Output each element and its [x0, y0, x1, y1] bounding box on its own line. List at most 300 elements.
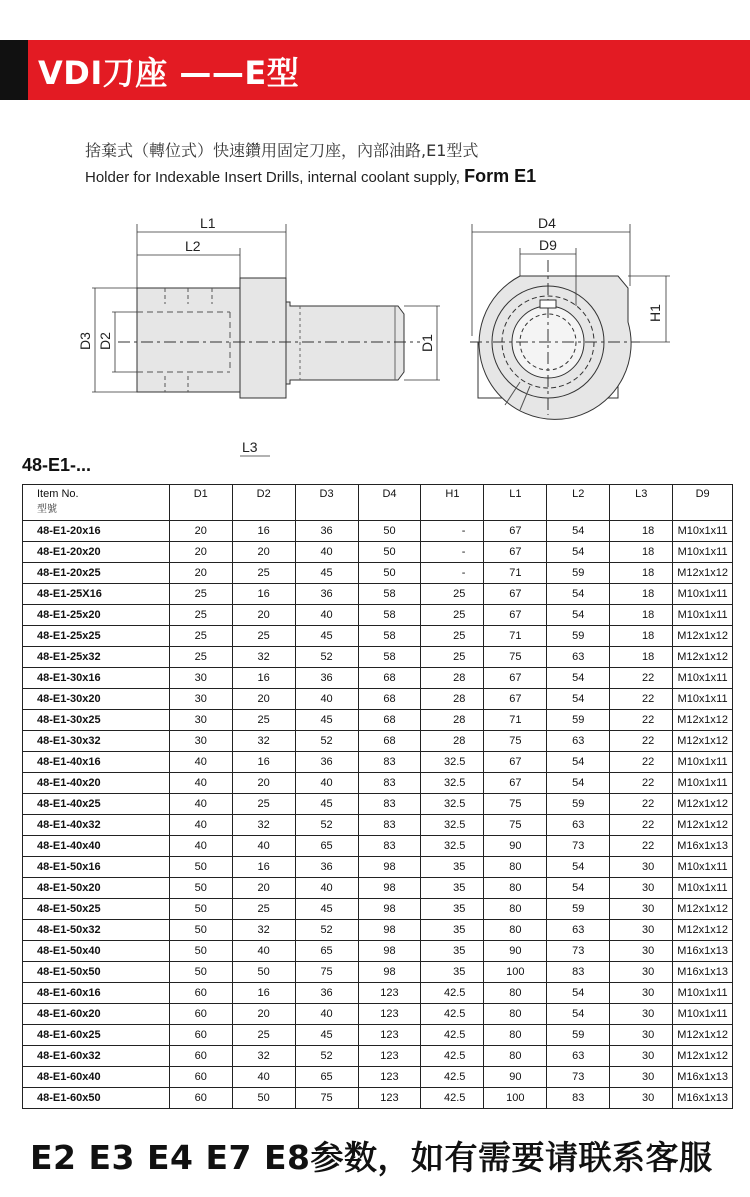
cell-h1: 42.5	[421, 1046, 484, 1067]
table-row	[23, 794, 733, 815]
cell-l3: 22	[610, 794, 673, 815]
cell-d3: 36	[295, 857, 358, 878]
cell-l3: 18	[610, 584, 673, 605]
cell-l3: 30	[610, 983, 673, 1004]
cell-l2: 54	[547, 584, 610, 605]
cell-l1: 80	[484, 857, 547, 878]
cell-l3: 30	[610, 878, 673, 899]
cell-d3: 40	[295, 689, 358, 710]
cell-d1: 60	[169, 1088, 232, 1109]
cell-item: 48-E1-20x20	[23, 542, 170, 563]
cell-l2: 54	[547, 668, 610, 689]
cell-item: 48-E1-30x25	[23, 710, 170, 731]
cell-d2: 20	[232, 605, 295, 626]
cell-d4: 123	[358, 1067, 421, 1088]
cell-d9: M10x1x11	[673, 878, 733, 899]
cell-l1: 71	[484, 563, 547, 584]
cell-d2: 20	[232, 878, 295, 899]
cell-l3: 22	[610, 815, 673, 836]
table-row	[23, 584, 733, 605]
cell-l1: 75	[484, 794, 547, 815]
cell-d4: 123	[358, 1046, 421, 1067]
subtitle-english-text: Holder for Indexable Insert Drills, internal coolant supply,	[85, 169, 460, 186]
cell-d9: M12x1x12	[673, 710, 733, 731]
label-d2: D2	[97, 332, 113, 350]
cell-l1: 100	[484, 1088, 547, 1109]
cell-l2: 73	[547, 836, 610, 857]
cell-d1: 20	[169, 521, 232, 542]
table-row	[23, 731, 733, 752]
subtitle-english	[85, 166, 536, 187]
cell-l3: 22	[610, 836, 673, 857]
col-d9: D9	[673, 485, 733, 521]
cell-l3: 30	[610, 1025, 673, 1046]
cell-l3: 30	[610, 962, 673, 983]
cell-d2: 16	[232, 752, 295, 773]
cell-l1: 80	[484, 1025, 547, 1046]
cell-l2: 54	[547, 689, 610, 710]
cell-l2: 59	[547, 1025, 610, 1046]
cell-d4: 98	[358, 941, 421, 962]
col-l1: L1	[484, 485, 547, 521]
col-l3: L3	[610, 485, 673, 521]
cell-d4: 123	[358, 983, 421, 1004]
cell-l3: 30	[610, 1067, 673, 1088]
footer-note: E2 E3 E4 E7 E8参数，如有需要请联系客服	[30, 1138, 713, 1177]
table-row	[23, 1046, 733, 1067]
page-title: VDI刀座 ——E型	[38, 54, 300, 92]
cell-l2: 54	[547, 1004, 610, 1025]
cell-item: 48-E1-60x32	[23, 1046, 170, 1067]
cell-d4: 98	[358, 920, 421, 941]
table-row	[23, 920, 733, 941]
cell-d9: M12x1x12	[673, 1025, 733, 1046]
cell-item: 48-E1-60x40	[23, 1067, 170, 1088]
cell-l1: 67	[484, 752, 547, 773]
cell-d4: 50	[358, 563, 421, 584]
cell-l1: 71	[484, 710, 547, 731]
cell-l1: 90	[484, 1067, 547, 1088]
table-row	[23, 1067, 733, 1088]
cell-l3: 30	[610, 1088, 673, 1109]
cell-d1: 50	[169, 920, 232, 941]
cell-item: 48-E1-50x40	[23, 941, 170, 962]
cell-l3: 18	[610, 647, 673, 668]
cell-d2: 25	[232, 1025, 295, 1046]
cell-d3: 40	[295, 605, 358, 626]
cell-l1: 67	[484, 542, 547, 563]
side-view-shank	[286, 302, 404, 384]
cell-d3: 75	[295, 1088, 358, 1109]
cell-l2: 59	[547, 626, 610, 647]
cell-d9: M10x1x11	[673, 752, 733, 773]
front-view	[470, 260, 640, 419]
cell-item: 48-E1-50x16	[23, 857, 170, 878]
cell-d3: 36	[295, 752, 358, 773]
cell-l1: 75	[484, 731, 547, 752]
cell-d9: M10x1x11	[673, 1004, 733, 1025]
cell-d2: 32	[232, 731, 295, 752]
cell-h1: 32.5	[421, 836, 484, 857]
cell-h1: 32.5	[421, 794, 484, 815]
cell-d2: 32	[232, 647, 295, 668]
cell-d1: 40	[169, 773, 232, 794]
label-l3: L3	[242, 439, 258, 455]
cell-l2: 54	[547, 983, 610, 1004]
cell-h1: 35	[421, 878, 484, 899]
cell-d9: M16x1x13	[673, 1067, 733, 1088]
cell-l1: 67	[484, 605, 547, 626]
cell-h1: 35	[421, 920, 484, 941]
cell-d3: 52	[295, 920, 358, 941]
label-d4: D4	[538, 215, 556, 231]
cell-h1: 42.5	[421, 1088, 484, 1109]
cell-d4: 98	[358, 857, 421, 878]
cell-d1: 60	[169, 1025, 232, 1046]
cell-l3: 30	[610, 899, 673, 920]
cell-d1: 25	[169, 584, 232, 605]
cell-l1: 90	[484, 836, 547, 857]
cell-d1: 30	[169, 668, 232, 689]
cell-l2: 54	[547, 878, 610, 899]
spec-table-header	[23, 485, 733, 521]
cell-d9: M12x1x12	[673, 731, 733, 752]
cell-d4: 58	[358, 584, 421, 605]
col-d3: D3	[295, 485, 358, 521]
cell-d2: 32	[232, 815, 295, 836]
cell-l2: 83	[547, 962, 610, 983]
cell-l2: 54	[547, 773, 610, 794]
table-row	[23, 752, 733, 773]
cell-d1: 50	[169, 962, 232, 983]
cell-d2: 16	[232, 857, 295, 878]
table-row	[23, 563, 733, 584]
cell-h1: 35	[421, 899, 484, 920]
cell-d9: M10x1x11	[673, 773, 733, 794]
label-d1: D1	[419, 334, 435, 352]
cell-d2: 20	[232, 542, 295, 563]
cell-l3: 18	[610, 563, 673, 584]
cell-d4: 83	[358, 794, 421, 815]
title-banner	[0, 40, 750, 100]
cell-l3: 22	[610, 668, 673, 689]
cell-h1: 25	[421, 647, 484, 668]
cell-item: 48-E1-50x20	[23, 878, 170, 899]
cell-d2: 16	[232, 584, 295, 605]
cell-h1: -	[421, 521, 484, 542]
cell-d2: 40	[232, 1067, 295, 1088]
cell-d3: 45	[295, 626, 358, 647]
side-view	[118, 278, 420, 398]
cell-d3: 36	[295, 668, 358, 689]
cell-d4: 68	[358, 668, 421, 689]
cell-item: 48-E1-50x25	[23, 899, 170, 920]
col-item	[23, 485, 170, 521]
cell-d4: 50	[358, 521, 421, 542]
cell-l2: 73	[547, 941, 610, 962]
cell-d2: 16	[232, 521, 295, 542]
cell-d2: 32	[232, 920, 295, 941]
cell-d4: 68	[358, 731, 421, 752]
cell-d2: 20	[232, 1004, 295, 1025]
cell-d9: M16x1x13	[673, 941, 733, 962]
cell-d2: 20	[232, 689, 295, 710]
cell-l3: 22	[610, 731, 673, 752]
cell-l2: 63	[547, 1046, 610, 1067]
cell-d9: M10x1x11	[673, 983, 733, 1004]
cell-d9: M10x1x11	[673, 857, 733, 878]
cell-h1: 35	[421, 857, 484, 878]
cell-d9: M12x1x12	[673, 794, 733, 815]
cell-d3: 65	[295, 941, 358, 962]
table-row	[23, 962, 733, 983]
cell-item: 48-E1-30x20	[23, 689, 170, 710]
cell-l2: 63	[547, 731, 610, 752]
cell-item: 48-E1-30x32	[23, 731, 170, 752]
cell-d2: 40	[232, 941, 295, 962]
cell-d1: 25	[169, 605, 232, 626]
cell-d9: M10x1x11	[673, 668, 733, 689]
cell-l1: 80	[484, 878, 547, 899]
cell-d3: 45	[295, 1025, 358, 1046]
cell-d1: 50	[169, 899, 232, 920]
cell-d3: 52	[295, 1046, 358, 1067]
cell-l1: 80	[484, 983, 547, 1004]
cell-d3: 45	[295, 563, 358, 584]
table-row	[23, 878, 733, 899]
table-row	[23, 542, 733, 563]
cell-d9: M12x1x12	[673, 1046, 733, 1067]
cell-l3: 30	[610, 1046, 673, 1067]
subtitle-chinese: 捨棄式（轉位式）快速鑽用固定刀座，內部油路,E1型式	[85, 141, 479, 160]
cell-item: 48-E1-40x20	[23, 773, 170, 794]
cell-d3: 52	[295, 647, 358, 668]
cell-h1: 32.5	[421, 773, 484, 794]
banner-accent-block	[0, 40, 28, 100]
cell-d2: 16	[232, 983, 295, 1004]
cell-d3: 40	[295, 773, 358, 794]
cell-l3: 30	[610, 941, 673, 962]
cell-d9: M16x1x13	[673, 962, 733, 983]
cell-l3: 22	[610, 710, 673, 731]
cell-d1: 60	[169, 983, 232, 1004]
cell-l1: 80	[484, 1046, 547, 1067]
cell-d1: 20	[169, 542, 232, 563]
cell-l1: 80	[484, 1004, 547, 1025]
label-d9: D9	[539, 237, 557, 253]
cell-h1: -	[421, 563, 484, 584]
cell-l2: 63	[547, 647, 610, 668]
cell-l1: 67	[484, 668, 547, 689]
cell-d2: 50	[232, 962, 295, 983]
cell-l3: 30	[610, 1004, 673, 1025]
table-row	[23, 689, 733, 710]
cell-item: 48-E1-30x16	[23, 668, 170, 689]
cell-d2: 25	[232, 794, 295, 815]
cell-h1: 28	[421, 668, 484, 689]
cell-h1: 42.5	[421, 983, 484, 1004]
cell-d1: 50	[169, 941, 232, 962]
cell-h1: 28	[421, 689, 484, 710]
cell-item: 48-E1-50x32	[23, 920, 170, 941]
cell-h1: 28	[421, 731, 484, 752]
cell-d1: 40	[169, 836, 232, 857]
cell-d1: 25	[169, 626, 232, 647]
cell-d4: 58	[358, 626, 421, 647]
cell-l1: 67	[484, 584, 547, 605]
cell-d1: 30	[169, 689, 232, 710]
cell-h1: 32.5	[421, 815, 484, 836]
cell-d9: M12x1x12	[673, 626, 733, 647]
cell-l3: 18	[610, 521, 673, 542]
cell-d1: 40	[169, 752, 232, 773]
cell-item: 48-E1-25X16	[23, 584, 170, 605]
cell-d1: 60	[169, 1067, 232, 1088]
cell-d2: 40	[232, 836, 295, 857]
col-d2: D2	[232, 485, 295, 521]
cell-d1: 25	[169, 647, 232, 668]
cell-d4: 123	[358, 1088, 421, 1109]
cell-d1: 60	[169, 1046, 232, 1067]
cell-l1: 80	[484, 899, 547, 920]
col-item-label: Item No.	[37, 488, 79, 500]
cell-l3: 30	[610, 857, 673, 878]
cell-l3: 22	[610, 689, 673, 710]
technical-drawing	[0, 210, 750, 460]
cell-d4: 58	[358, 605, 421, 626]
table-row	[23, 626, 733, 647]
side-view-flange	[240, 278, 286, 398]
cell-l1: 90	[484, 941, 547, 962]
cell-d3: 40	[295, 542, 358, 563]
cell-d3: 52	[295, 731, 358, 752]
cell-item: 48-E1-25x25	[23, 626, 170, 647]
cell-l1: 67	[484, 773, 547, 794]
table-row	[23, 605, 733, 626]
form-label: Form E1	[464, 166, 537, 186]
coolant-hole	[540, 300, 556, 308]
cell-d9: M12x1x12	[673, 563, 733, 584]
cell-l3: 18	[610, 542, 673, 563]
cell-l1: 80	[484, 920, 547, 941]
series-label: 48-E1-...	[22, 455, 92, 475]
cell-d3: 36	[295, 521, 358, 542]
cell-item: 48-E1-40x25	[23, 794, 170, 815]
cell-item: 48-E1-60x20	[23, 1004, 170, 1025]
cell-h1: 42.5	[421, 1025, 484, 1046]
cell-l3: 18	[610, 626, 673, 647]
cell-l1: 71	[484, 626, 547, 647]
cell-d4: 98	[358, 962, 421, 983]
cell-d1: 20	[169, 563, 232, 584]
cell-l1: 67	[484, 689, 547, 710]
cell-d2: 50	[232, 1088, 295, 1109]
cell-d3: 52	[295, 815, 358, 836]
label-l2: L2	[185, 238, 201, 254]
cell-d2: 25	[232, 563, 295, 584]
cell-l3: 22	[610, 773, 673, 794]
cell-d2: 20	[232, 773, 295, 794]
cell-l2: 63	[547, 815, 610, 836]
table-row	[23, 647, 733, 668]
cell-item: 48-E1-25x20	[23, 605, 170, 626]
col-d1: D1	[169, 485, 232, 521]
cell-l2: 59	[547, 794, 610, 815]
cell-d1: 50	[169, 878, 232, 899]
cell-d9: M12x1x12	[673, 815, 733, 836]
cell-d9: M10x1x11	[673, 521, 733, 542]
table-row	[23, 1004, 733, 1025]
cell-item: 48-E1-40x16	[23, 752, 170, 773]
cell-d4: 83	[358, 752, 421, 773]
cell-d2: 25	[232, 899, 295, 920]
cell-d1: 40	[169, 794, 232, 815]
cell-l2: 63	[547, 920, 610, 941]
cell-d4: 123	[358, 1025, 421, 1046]
cell-d3: 45	[295, 899, 358, 920]
cell-d9: M16x1x13	[673, 1088, 733, 1109]
cell-d2: 16	[232, 668, 295, 689]
cell-d9: M12x1x12	[673, 899, 733, 920]
cell-item: 48-E1-20x25	[23, 563, 170, 584]
cell-d3: 65	[295, 1067, 358, 1088]
col-item-cn-label: 型號	[37, 504, 57, 515]
cell-l2: 59	[547, 563, 610, 584]
table-row	[23, 899, 733, 920]
cell-l1: 100	[484, 962, 547, 983]
cell-l2: 54	[547, 857, 610, 878]
cell-h1: 25	[421, 605, 484, 626]
cell-item: 48-E1-25x32	[23, 647, 170, 668]
cell-h1: 42.5	[421, 1067, 484, 1088]
label-l1: L1	[200, 215, 216, 231]
cell-d4: 83	[358, 836, 421, 857]
cell-d4: 83	[358, 773, 421, 794]
cell-l2: 59	[547, 710, 610, 731]
table-row	[23, 710, 733, 731]
table-row	[23, 857, 733, 878]
col-h1: H1	[421, 485, 484, 521]
cell-l1: 67	[484, 521, 547, 542]
cell-d1: 40	[169, 815, 232, 836]
cell-d4: 68	[358, 710, 421, 731]
cell-d3: 36	[295, 584, 358, 605]
cell-d9: M10x1x11	[673, 542, 733, 563]
cell-h1: -	[421, 542, 484, 563]
cell-l2: 59	[547, 899, 610, 920]
col-d4: D4	[358, 485, 421, 521]
cell-l1: 75	[484, 647, 547, 668]
table-row	[23, 983, 733, 1004]
table-row	[23, 668, 733, 689]
cell-h1: 25	[421, 626, 484, 647]
cell-item: 48-E1-60x50	[23, 1088, 170, 1109]
cell-h1: 25	[421, 584, 484, 605]
cell-item: 48-E1-40x40	[23, 836, 170, 857]
cell-d4: 58	[358, 647, 421, 668]
cell-d1: 30	[169, 710, 232, 731]
cell-d9: M10x1x11	[673, 584, 733, 605]
cell-d2: 25	[232, 710, 295, 731]
cell-item: 48-E1-50x50	[23, 962, 170, 983]
cell-d1: 30	[169, 731, 232, 752]
cell-l2: 54	[547, 542, 610, 563]
cell-l2: 54	[547, 521, 610, 542]
table-row	[23, 773, 733, 794]
cell-d3: 36	[295, 983, 358, 1004]
table-row	[23, 1088, 733, 1109]
cell-l2: 54	[547, 605, 610, 626]
